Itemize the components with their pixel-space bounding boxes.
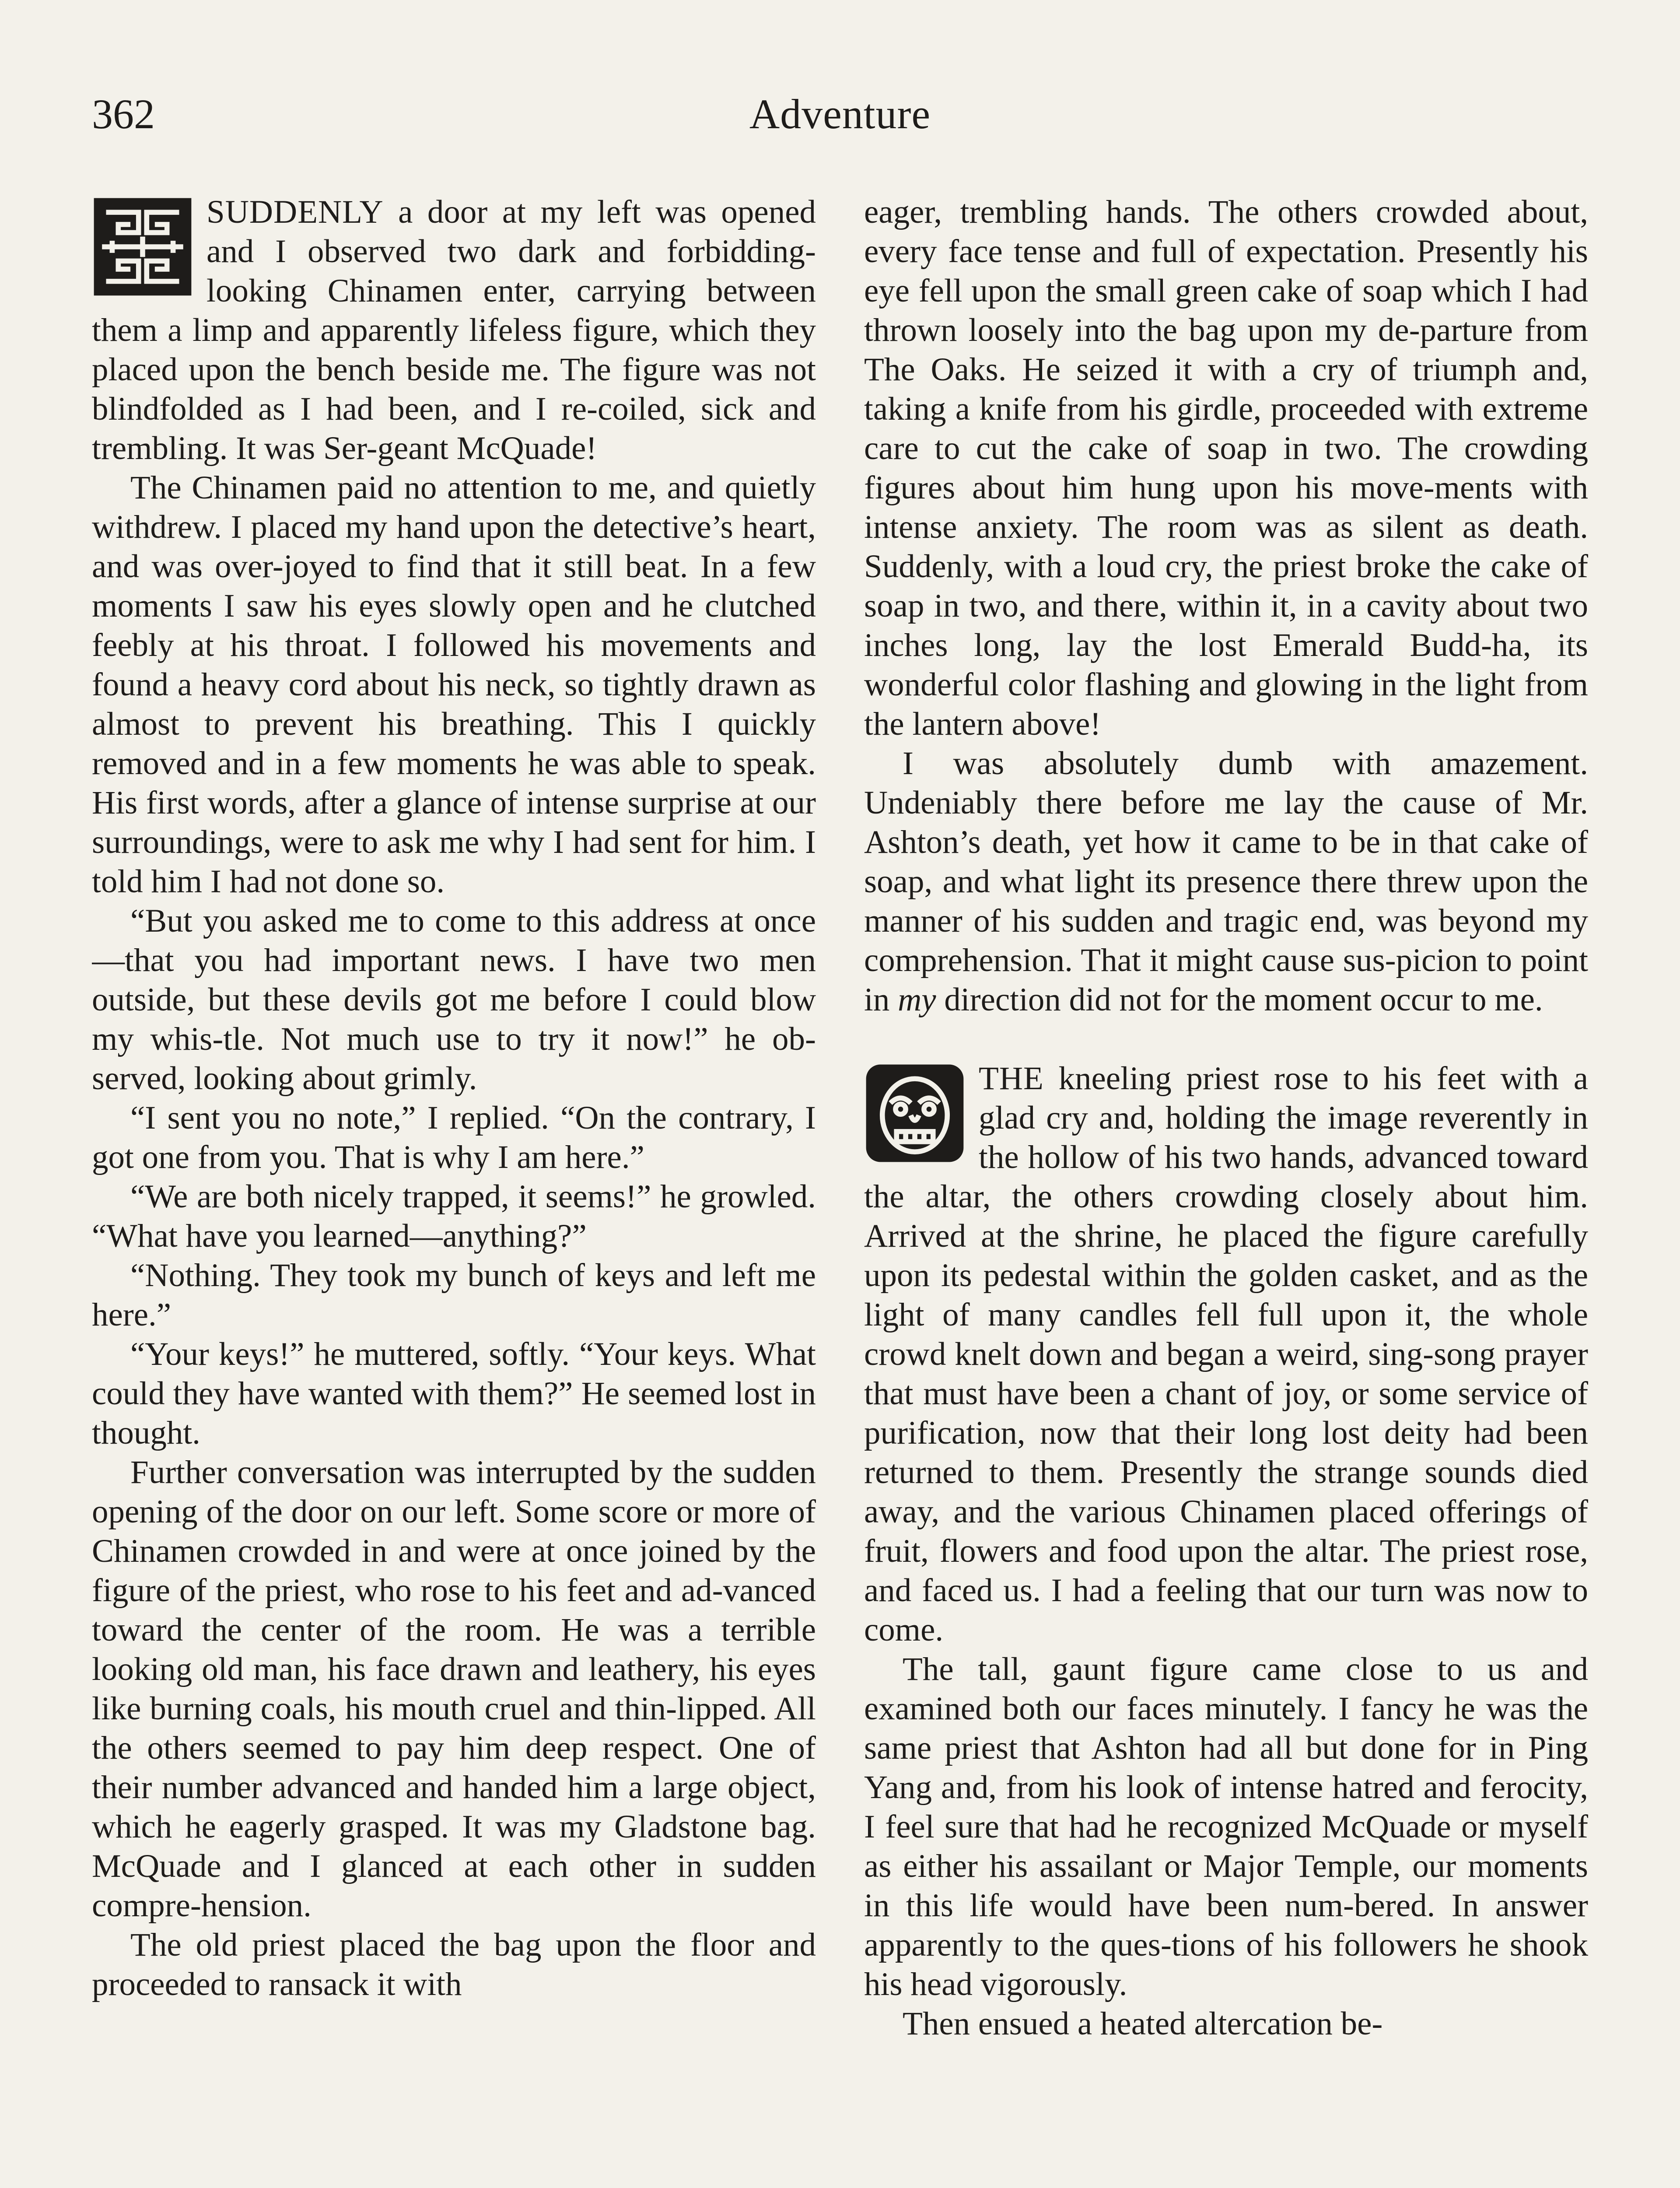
left-column [92,193,816,2188]
running-title: Adventure [749,91,931,137]
page-number: 362 [92,91,155,137]
paragraph-5: “We are both nicely trapped, it seems!” he growled. “What have you learned—anything?” [92,1178,816,1254]
running-head [0,90,1680,147]
paragraph-6: “Nothing. They took my bunch of keys and left me here.” [92,1257,816,1333]
section-lead-word-2: THE [979,1060,1044,1097]
paragraph-11-text-b: direction did not for the moment occur to me. [936,982,1543,1018]
paragraph-14: Then ensued a heated altercation be- [903,2006,1383,2042]
chinese-mask-ornament-icon [864,1062,966,1164]
paragraph-1-text: a door at my left was opened and I observed two dark and forbidding-looking Chinamen enter, carrying between them a limp and apparently lifeless figure, which they placed upon the bench beside me. The figure was not blindfolded as I had been, and I re-coiled, sick and trembling. It was Ser-geant McQuade! [92,194,816,466]
paragraph-10: eager, trembling hands. The others crowded about, every face tense and full of expectation. Presently his eye fell upon the small green cake of soap which I had thrown loosely into the bag upon my de-parture from The Oaks. He seized it with a cry of triumph and, taking a knife from his girdle, proceeded with extreme care to cut the cake of soap in two. The crowding figures about him hung upon his move-ments with intense anxiety. The room was as silent as death. Suddenly, with a loud cry, the priest broke the cake of soap in two, and there, within it, in a cavity about two inches long, lay the lost Emerald Budd-ha, its wonderful color flashing and glowing in the light from the lantern above! [864,194,1588,742]
paragraph-2: The Chinamen paid no attention to me, and quietly withdrew. I placed my hand upon the detective’s heart, and was over-joyed to find that it still beat. In a few moments I saw his eyes slowly open and he clutched feebly at his throat. I followed his movements and found a heavy cord about his neck, so tightly drawn as almost to prevent his breathing. This I quickly removed and in a few moments he was able to speak. His first words, after a glance of intense surprise at our surroundings, were to ask me why I had sent for him. I told him I had not done so. [92,470,816,900]
paragraph-11-text-a: I was absolutely dumb with amazement. Undeniably there before me lay the cause of Mr. Ashton’s death, yet how it came to be in that cake of soap, and what light its presence there threw upon the manner of his sudden and tragic end, was beyond my comprehension. That it might cause sus-picion to point in [864,745,1588,1018]
section-lead-word: SUDDENLY [206,194,384,230]
paragraph-3: “But you asked me to come to this address at once—that you had important news. I have two men outside, but these devils got me before I could blow my whis-tle. Not much use to try it now!” he ob-served, looking about grimly. [92,903,816,1097]
paragraph-13: The tall, gaunt figure came close to us and examined both our faces minutely. I fancy he was the same priest that Ashton had all but done for in Ping Yang and, from his look of intense hatred and ferocity, I feel sure that had he recognized McQuade or myself as either his assailant or Major Temple, our moments in this life would have been num-bered. In answer apparently to the ques-tions of his followers he shook his head vigorously. [864,1651,1588,2002]
paragraph-9: The old priest placed the bag upon the floor and proceeded to ransack it with [92,1927,816,2002]
paragraph-11 [864,744,1588,1020]
paragraph-4: “I sent you no note,” I replied. “On the contrary, I got one from you. That is why I am here.” [92,1100,816,1175]
paragraph-12 [864,1059,1588,1650]
paragraph-1 [92,193,816,468]
paragraph-8: Further conversation was interrupted by the sudden opening of the door on our left. Some score or more of Chinamen crowded in and were at once joined by the figure of the priest, who rose to his feet and ad-vanced toward the center of the room. He was a terrible looking old man, his face drawn and leathery, his eyes like burning coals, his mouth cruel and thin-lipped. All the others seemed to pay him deep respect. One of their number advanced and handed him a large object, which he eagerly grasped. It was my Gladstone bag. McQuade and I glanced at each other in sudden compre-hension. [92,1454,816,1924]
paragraph-7: “Your keys!” he muttered, softly. “Your keys. What could they have wanted with them?” He seemed lost in thought. [92,1336,816,1451]
italic-word: my [898,982,936,1018]
chinese-fret-ornament-icon [92,196,193,298]
paragraph-12-text: kneeling priest rose to his feet with a glad cry and, holding the image reverently in the hollow of his two hands, advanced toward the altar, the others crowding closely about him. Arrived at the shrine, he placed the figure carefully upon its pedestal within the golden casket, and as the light of many candles fell full upon it, the whole crowd knelt down and began a weird, sing-song prayer that must have been a chant of joy, or some service of purification, now that their long lost deity had been returned to them. Presently the strange sounds died away, and the various Chinamen placed offerings of fruit, flowers and food upon the altar. The priest rose, and faced us. I had a feeling that our turn was now to come. [864,1060,1588,1648]
section-break [864,1020,1588,1059]
right-column [864,193,1588,2188]
